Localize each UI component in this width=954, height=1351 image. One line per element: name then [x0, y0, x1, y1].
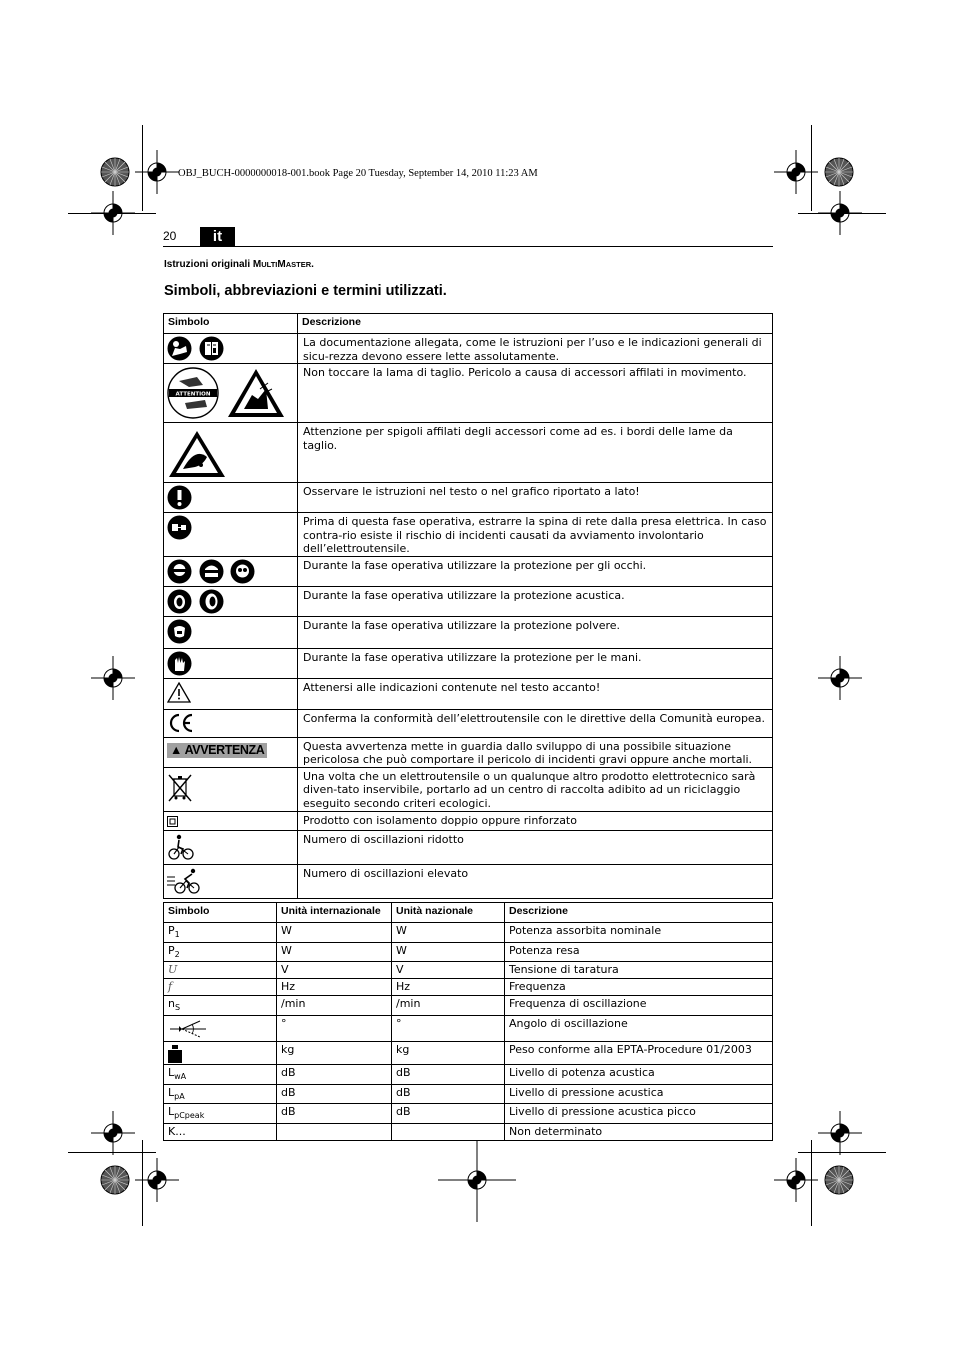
- weight-icon: [168, 1045, 182, 1063]
- section-title: Simboli, abbreviazioni e termini utilizzati.: [164, 283, 447, 299]
- table-row: [164, 334, 773, 364]
- symbol-cell: [164, 942, 277, 962]
- symbol-cell: [164, 811, 298, 831]
- table-row: [164, 709, 773, 737]
- international-unit-cell: °: [277, 1016, 392, 1042]
- symbol-cell: [164, 831, 298, 865]
- oscillation-angle-icon: [168, 1019, 208, 1039]
- description-cell: Frequenza di oscillazione: [505, 996, 773, 1016]
- symbol-subscript: wA: [174, 1072, 187, 1082]
- symbol-text: U: [168, 963, 178, 977]
- description-cell: La documentazione allegata, come le istruzioni per l’uso e le indicazioni generali di sicu-rezza devono essere lette assolutamente.: [298, 334, 773, 364]
- description-cell: Non determinato: [505, 1124, 773, 1141]
- table-row: [164, 423, 773, 483]
- symbol-cell: [164, 962, 277, 979]
- symbol-cell: [164, 923, 277, 943]
- description-cell: Durante la fase operativa utilizzare la protezione polvere.: [298, 616, 773, 648]
- symbol-text: P: [168, 924, 175, 937]
- national-unit-cell: Hz: [392, 979, 505, 996]
- page-number: 20: [163, 229, 177, 243]
- table-row: [164, 996, 773, 1016]
- symbol-text: n: [168, 997, 175, 1011]
- table-header-row: [164, 314, 773, 334]
- description-cell: Conferma la conformità dell’elettroutensile con le direttive della Comunità europea.: [298, 709, 773, 737]
- description-cell: Attenzione per spigoli affilati degli accessori come ad es. i bordi delle lame da taglio.: [298, 423, 773, 483]
- table-row: [164, 616, 773, 648]
- symbol-cell: [164, 586, 298, 616]
- symbol-cell: [164, 979, 277, 996]
- table-row: [164, 678, 773, 709]
- cyclist-slow-icon: [167, 833, 195, 861]
- book-info-line: OBJ_BUCH-0000000018-001.book Page 20 Tuesday, September 14, 2010 11:23 AM: [178, 168, 538, 179]
- symbol-cell: [164, 767, 298, 811]
- exclamation-icon: [167, 485, 192, 510]
- description-cell: Durante la fase operativa utilizzare la protezione acustica.: [298, 586, 773, 616]
- international-unit-cell: /min: [277, 996, 392, 1016]
- symbol-subscript: S: [174, 1003, 181, 1013]
- symbol-text: P: [168, 943, 175, 957]
- units-table: [163, 902, 773, 1141]
- table-row: [164, 364, 773, 423]
- table-row: [164, 767, 773, 811]
- symbol-cell: [164, 648, 298, 678]
- national-unit-cell: °: [392, 1016, 505, 1042]
- read-manual-book-icon: [199, 336, 224, 361]
- table-row: [164, 513, 773, 557]
- table-row: [164, 737, 773, 767]
- description-cell: Prima di questa fase operativa, estrarre la spina di rete dalla presa elettrica. In caso contra-rio esiste il rischio di incidenti causati da avviamento involontario dell’elettroutensile.: [298, 513, 773, 557]
- column-header-symbol: Simbolo: [164, 903, 277, 923]
- brand-initial-2: M: [277, 259, 286, 270]
- column-header-description: Descrizione: [505, 903, 773, 923]
- read-manual-person-icon: [167, 336, 192, 361]
- description-cell: Questa avvertenza mette in guardia dallo sviluppo di una possibile situazione pericolosa che può comportare il pericolo di incidenti gravi oppure anche mortali.: [298, 737, 773, 767]
- column-header-national-unit: Unità nazionale: [392, 903, 505, 923]
- table-row: [164, 648, 773, 678]
- cutting-hazard-triangle-icon: [226, 367, 286, 419]
- safety-goggles-icon: [167, 559, 192, 584]
- table-row: [164, 1124, 773, 1141]
- international-unit-cell: Hz: [277, 979, 392, 996]
- national-unit-cell: V: [392, 962, 505, 979]
- description-cell: Numero di oscillazioni elevato: [298, 865, 773, 899]
- table-row: [164, 1042, 773, 1065]
- symbol-cell: [164, 737, 298, 767]
- table-row: [164, 1065, 773, 1085]
- table-row: [164, 556, 773, 586]
- table-row: [164, 586, 773, 616]
- symbol-text: L: [168, 1066, 175, 1080]
- national-unit-cell: kg: [392, 1042, 505, 1065]
- crossed-out-bin-icon: [167, 773, 193, 803]
- warning-triangle-icon: [167, 681, 191, 703]
- protective-gloves-icon: [167, 651, 192, 676]
- double-insulation-icon: [167, 816, 178, 827]
- ear-plugs-icon: [199, 589, 224, 614]
- symbols-table: [163, 313, 773, 899]
- description-cell: Livello di potenza acustica: [505, 1065, 773, 1085]
- symbol-subscript: pCpeak: [174, 1111, 205, 1121]
- symbol-subscript: 2: [174, 949, 180, 959]
- warning-label: [167, 743, 267, 759]
- symbol-subscript: 1: [174, 930, 180, 940]
- language-tab: it: [200, 227, 235, 246]
- symbol-cell: [164, 616, 298, 648]
- svg-text:ATTENTION: ATTENTION: [175, 391, 211, 398]
- warning-label-triangle-icon: ▲: [170, 742, 182, 757]
- description-cell: Una volta che un elettroutensile o un qualunque altro prodotto elettrotecnico sarà diven-tato inservibile, portarlo ad un centro di raccolta adibito ad un riciclaggio eseguito secondo criteri ecologici.: [298, 767, 773, 811]
- table-header-row: [164, 903, 773, 923]
- symbol-cell: K...: [164, 1124, 277, 1141]
- symbol-cell: [164, 483, 298, 513]
- description-cell: Potenza resa: [505, 942, 773, 962]
- brand-small-2: ASTER: [285, 260, 312, 269]
- symbol-cell: [164, 364, 298, 423]
- table-row: [164, 942, 773, 962]
- international-unit-cell: [277, 1124, 392, 1141]
- description-cell: Osservare le istruzioni nel testo o nel grafico riportato a lato!: [298, 483, 773, 513]
- unplug-icon: [167, 515, 192, 540]
- safety-glasses-icon: [230, 559, 255, 584]
- international-unit-cell: dB: [277, 1065, 392, 1085]
- symbol-cell: [164, 423, 298, 483]
- description-cell: Frequenza: [505, 979, 773, 996]
- table-row: [164, 979, 773, 996]
- table-row: [164, 923, 773, 943]
- national-unit-cell: W: [392, 923, 505, 943]
- symbol-cell: [164, 996, 277, 1016]
- table-row: [164, 1104, 773, 1124]
- symbol-cell: [164, 334, 298, 364]
- symbol-text: L: [168, 1105, 175, 1119]
- symbol-cell: [164, 556, 298, 586]
- symbol-cell: [164, 1104, 277, 1124]
- brand-initial-1: M: [252, 259, 262, 270]
- symbol-text: f: [168, 980, 173, 994]
- description-cell: Potenza assorbita nominale: [505, 923, 773, 943]
- brand-small-1: ULTI: [261, 260, 278, 269]
- description-cell: Numero di oscillazioni ridotto: [298, 831, 773, 865]
- symbol-text: L: [168, 1085, 175, 1099]
- dust-mask-icon: [167, 619, 192, 644]
- warning-label-text: AVVERTENZA: [184, 742, 265, 757]
- attention-hand-blade-icon: [167, 367, 219, 419]
- international-unit-cell: kg: [277, 1042, 392, 1065]
- national-unit-cell: dB: [392, 1084, 505, 1104]
- symbol-cell: [164, 1084, 277, 1104]
- national-unit-cell: W: [392, 942, 505, 962]
- international-unit-cell: V: [277, 962, 392, 979]
- column-header-symbol: Simbolo: [164, 314, 298, 334]
- description-cell: Peso conforme alla EPTA-Procedure 01/2003: [505, 1042, 773, 1065]
- description-cell: Angolo di oscillazione: [505, 1016, 773, 1042]
- national-unit-cell: [392, 1124, 505, 1141]
- ce-mark-icon: [167, 712, 195, 734]
- table-row: [164, 811, 773, 831]
- international-unit-cell: W: [277, 942, 392, 962]
- international-unit-cell: dB: [277, 1084, 392, 1104]
- description-cell: Prodotto con isolamento doppio oppure rinforzato: [298, 811, 773, 831]
- national-unit-cell: dB: [392, 1104, 505, 1124]
- table-row: [164, 1084, 773, 1104]
- manual-subtitle: [164, 259, 314, 270]
- column-header-international-unit: Unità internazionale: [277, 903, 392, 923]
- header-rule: [163, 246, 773, 247]
- symbol-cell: [164, 709, 298, 737]
- column-header-description: Descrizione: [298, 314, 773, 334]
- national-unit-cell: /min: [392, 996, 505, 1016]
- description-cell: Attenersi alle indicazioni contenute nel testo accanto!: [298, 678, 773, 709]
- symbol-cell: [164, 1065, 277, 1085]
- table-row: [164, 962, 773, 979]
- table-row: [164, 831, 773, 865]
- international-unit-cell: dB: [277, 1104, 392, 1124]
- description-cell: Durante la fase operativa utilizzare la protezione per le mani.: [298, 648, 773, 678]
- table-row: [164, 1016, 773, 1042]
- subtitle-prefix: Istruzioni originali: [164, 259, 253, 270]
- ear-muffs-icon: [167, 589, 192, 614]
- description-cell: Livello di pressione acustica: [505, 1084, 773, 1104]
- symbol-cell: [164, 513, 298, 557]
- cyclist-fast-icon: [167, 867, 201, 895]
- symbol-cell: [164, 1042, 277, 1065]
- symbol-cell: [164, 1016, 277, 1042]
- table-row: [164, 865, 773, 899]
- description-cell: Tensione di taratura: [505, 962, 773, 979]
- symbol-cell: [164, 865, 298, 899]
- description-cell: Livello di pressione acustica picco: [505, 1104, 773, 1124]
- subtitle-dot: .: [311, 259, 314, 270]
- description-cell: Durante la fase operativa utilizzare la protezione per gli occhi.: [298, 556, 773, 586]
- description-cell: Non toccare la lama di taglio. Pericolo a causa di accessori affilati in movimento.: [298, 364, 773, 423]
- national-unit-cell: dB: [392, 1065, 505, 1085]
- face-shield-icon: [199, 559, 224, 584]
- symbol-subscript: pA: [174, 1091, 185, 1101]
- table-row: [164, 483, 773, 513]
- international-unit-cell: W: [277, 923, 392, 943]
- sharp-edge-warning-icon: [167, 429, 227, 479]
- symbol-cell: [164, 678, 298, 709]
